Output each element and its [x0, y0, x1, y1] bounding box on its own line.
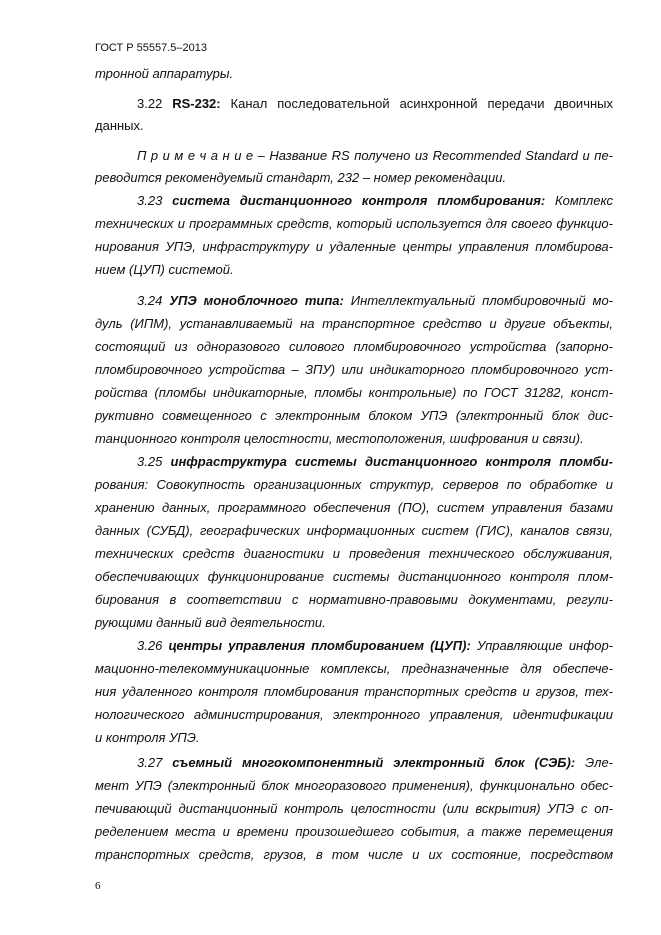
text-line: ния удаленного контроля пломбирования транспортных средств и грузов, тех-	[95, 684, 613, 699]
text-line: и контроля УПЭ.	[95, 730, 200, 745]
term-3-27-line: 3.27 съемный многокомпонентный электронный блок (СЭБ): Эле-	[137, 755, 614, 770]
text-line: тронной аппаратуры.	[95, 66, 234, 81]
term-3-24-line: 3.24 УПЭ моноблочного типа: Интеллектуальный пломбировочный мо-	[137, 293, 613, 308]
defined-term: центры управления пломбированием (ЦУП):	[168, 638, 471, 653]
document-header: ГОСТ Р 55557.5–2013	[95, 42, 207, 54]
text-line: обеспечивающих функционирование системы дистанционного контроля плом-	[95, 569, 613, 584]
page-number: 6	[95, 880, 101, 892]
text-line: технических и программных средств, который используется для своего функцио-	[95, 216, 613, 231]
text-line: нирования УПЭ, инфраструктуру и удаленные центры управления пломбирова-	[95, 239, 613, 254]
term-3-22-line	[137, 96, 613, 112]
defined-term: RS-232:	[172, 96, 221, 111]
note-line: реводится рекомендуемый стандарт, 232 – номер рекомендации.	[95, 170, 507, 185]
text-line: хранению данных, программного обеспечения (ПО), систем управления базами	[95, 500, 613, 515]
note-line: П р и м е ч а н и е – Название RS получено из Recommended Standard и пе-	[137, 148, 613, 163]
text-line: мент УПЭ (электронный блок многоразового применения), функционально обес-	[95, 778, 613, 793]
text-line: пломбировочного устройства – ЗПУ) или индикаторного пломбировочного уст-	[95, 362, 613, 377]
defined-term: система дистанционного контроля пломбирования:	[172, 193, 546, 208]
text-line: рования: Совокупность организационных структур, серверов по обработке и	[95, 477, 613, 492]
text-line: дуль (ИПМ), устанавливаемый на транспортное средство и другие объекты,	[95, 316, 613, 331]
text-line: транспортных средств, грузов, в том числе и их состояние, посредством	[95, 847, 613, 862]
term-3-22-line-text: 3.22 RS-232: Канал последовательной асинхронной передачи двоичных	[137, 96, 613, 111]
text-line: данных.	[95, 118, 144, 133]
text-line: печивающий дистанционный контроль целостности (или вскрытия) УПЭ с оп-	[95, 801, 613, 816]
term-3-23-line: 3.23 система дистанционного контроля пломбирования: Комплекс	[137, 193, 613, 208]
text-line: руктивно совмещенного с электронным блоком УПЭ (электронный блок дис-	[95, 408, 613, 423]
text-line: бирования в соответствии с нормативно-правовыми документами, регули-	[95, 592, 613, 607]
text-line: танционного контроля целостности, местоположения, шифрования и связи).	[95, 431, 584, 446]
text-line: ределением места и времени произошедшего события, а также перемещения	[95, 824, 613, 839]
defined-term: съемный многокомпонентный электронный блок (СЭБ):	[172, 755, 576, 770]
text-line: технических средств диагностики и проведения технического обслуживания,	[95, 546, 613, 561]
text-line: ройства (пломбы индикаторные, пломбы контрольные) по ГОСТ 31282, конст-	[95, 385, 613, 400]
text-line: состоящий из одноразового силового пломбировочного устройства (запорно-	[95, 339, 613, 354]
text-line: мационно-телекоммуникационные комплексы, предназначенные для обеспече-	[95, 661, 613, 676]
defined-term: инфраструктура системы дистанционного контроля пломби-	[170, 454, 614, 469]
text-line: рующими данный вид деятельности.	[95, 615, 326, 630]
term-3-25-line: 3.25 инфраструктура системы дистанционного контроля пломби-	[137, 454, 614, 469]
defined-term: УПЭ моноблочного типа:	[169, 293, 344, 308]
text-line: нием (ЦУП) системой.	[95, 262, 234, 277]
term-3-26-line: 3.26 центры управления пломбированием (ЦУП): Управляющие инфор-	[137, 638, 614, 653]
text-line: данных (СУБД), географических информационных систем (ГИС), каналов связи,	[95, 523, 613, 538]
text-line: нологического администрирования, электронного управления, идентификации	[95, 707, 613, 722]
